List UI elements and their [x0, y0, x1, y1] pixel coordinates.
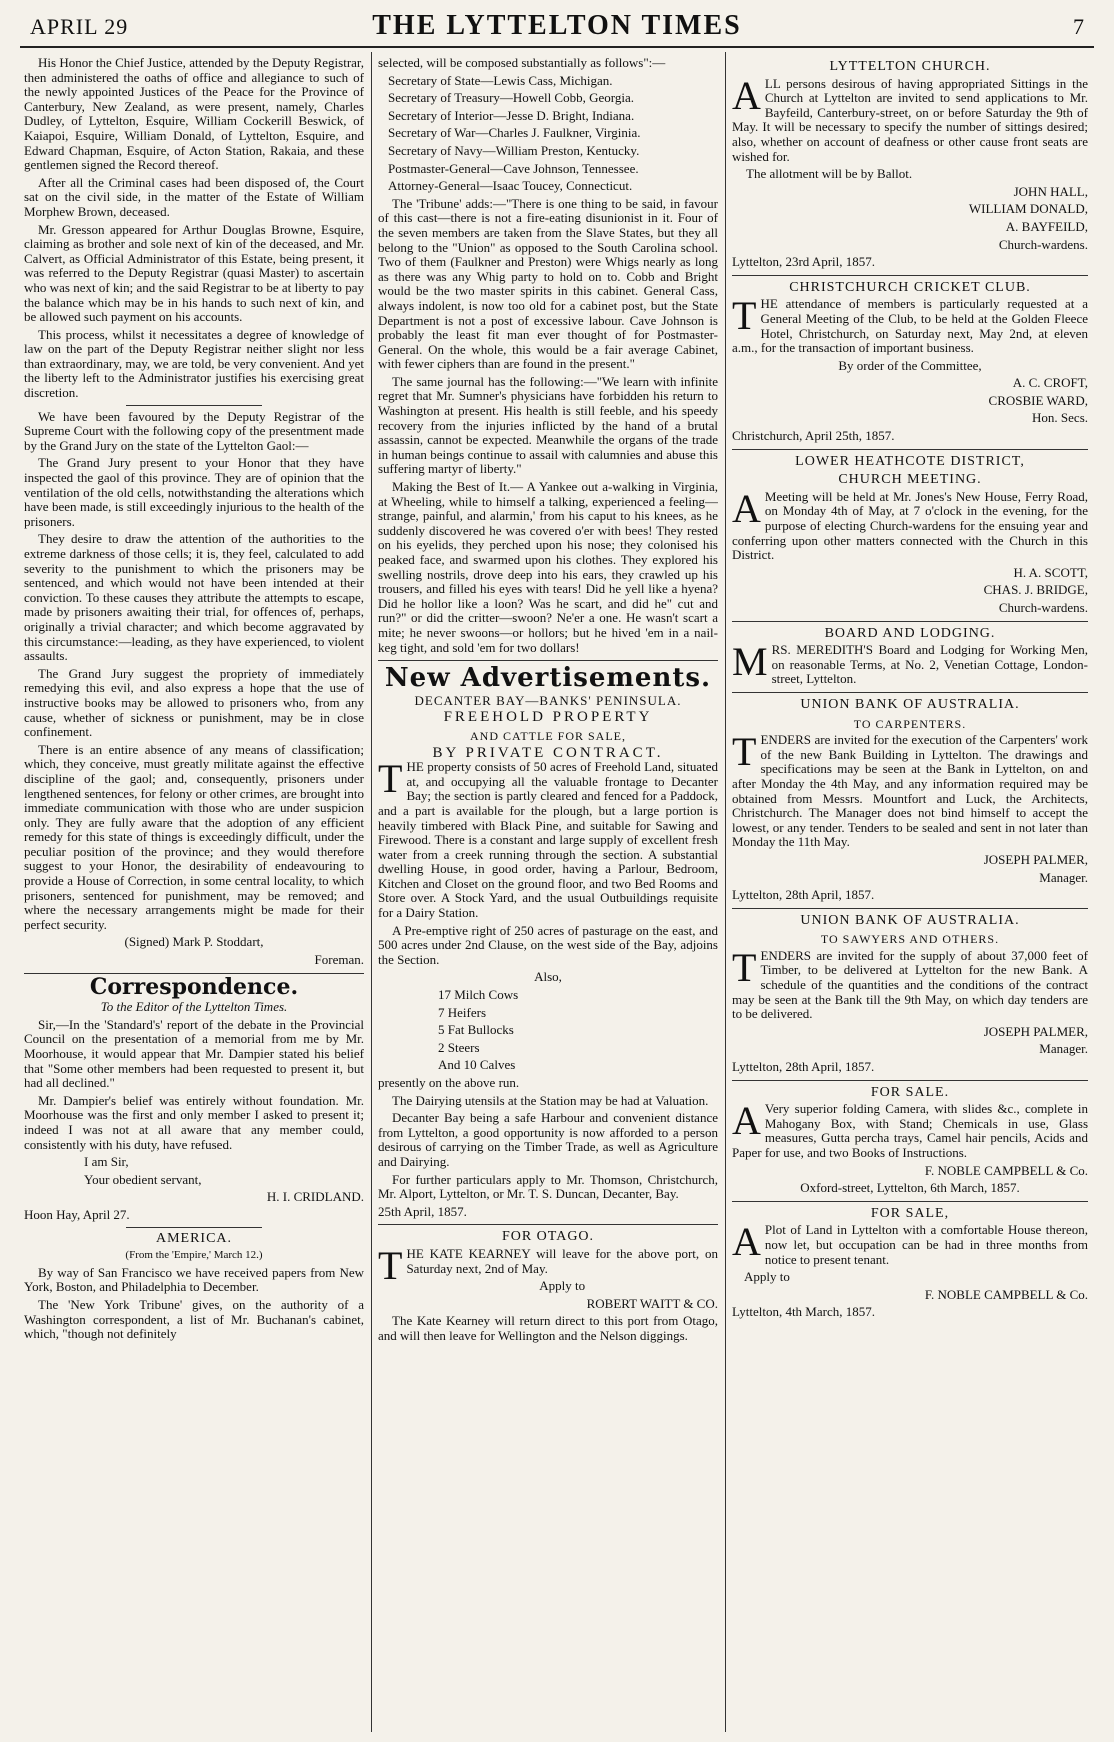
paragraph: presently on the above run. [378, 1075, 520, 1090]
paragraph: Meeting will be held at Mr. Jones's New House, Ferry Road, on Monday 4th of May, at 7 o'clock in the evening, for the purpose of electing Church-wardens for the ensuing year and conferring upon other matters connected with the Church in this District. [732, 488, 1088, 563]
ad-signatory: F. NOBLE CAMPBELL & Co. [924, 1162, 1088, 1178]
paragraph: selected, will be composed substantially as follows":— [378, 56, 666, 70]
paragraph: Sir,—In the 'Standard's' report of the debate in the Provincial Council on the presentation of a memorial from me by Mr. Moorhouse, it would appear that Mr. Dampier stated his belief that "Some other members had been requested to present it, but had all declined." [24, 1016, 364, 1091]
divider [732, 621, 1088, 622]
apply-line: Apply to [539, 1278, 586, 1294]
ad-date: Lyttelton, 23rd April, 1857. [732, 254, 875, 270]
cabinet-item: Secretary of Treasury—Howell Cobb, Georgia. [388, 90, 634, 106]
ad-signatory: JOSEPH PALMER, [983, 851, 1088, 867]
ad-agent: ROBERT WAITT & CO. [586, 1295, 718, 1311]
paragraph: Very superior folding Camera, with slides &c., complete in Mahogany Box, with Stand; Chemicals in use, Glass measures, Gutta percha trays, Camel hair pencils, Acids and Paper for use, and two Books of Instructions. [732, 1101, 1088, 1160]
drop-cap: A [732, 485, 761, 531]
cabinet-item: Attorney-General—Isaac Toucey, Connecticut. [388, 178, 633, 194]
ad-role: Church-wardens. [998, 600, 1088, 615]
paragraph: The 'Tribune' adds:—"There is one thing to be said, in favour of this cast—there is not a fire-eating disunionist in it. Four of the seven members are taken from the Slave States, but they all belong to the "Union" as opposed to the South Carolina school. Two of them (Faulkner and Preston) were Whigs nearly as long as there was any Whig party to hold on to. Cobb and Bright would be the two master spirits in this cabinet. General Cass, always indolent, is now too old for a cabinet post, but the State Department is not a post of excessive labour. Cave Johnson is probably the least fit man ever thought of for Postmaster-General. On the whole, this would be a fair average Cabinet, with fewer ciphers than are found in the present." [378, 195, 718, 372]
ad-role: Manager. [1039, 1041, 1088, 1057]
ad-date: 25th April, 1857. [378, 1203, 467, 1219]
letter-signature: H. I. CRIDLAND. [266, 1189, 364, 1205]
drop-cap: T [378, 1242, 403, 1288]
drop-cap: A [732, 1219, 761, 1265]
drop-cap: A [732, 1098, 761, 1144]
issue-date: APRIL 29 [30, 14, 129, 39]
column-rule-1 [371, 52, 372, 1732]
column-rule-2 [725, 52, 726, 1732]
drop-cap: T [732, 293, 757, 339]
paragraph: The Grand Jury present to your Honor that they have inspected the gaol of this province. They are of opinion that the ventilation of the old cells, notwithstanding the alterations which have been made, is still exceedingly injurious to the health of the prisoners. [24, 455, 364, 529]
divider [732, 692, 1088, 693]
list-heading: Also, [534, 969, 562, 985]
ad-date: Christchurch, April 25th, 1857. [732, 428, 895, 444]
ad-signatory: F. NOBLE CAMPBELL & Co. [924, 1286, 1088, 1302]
ad-heading: LOWER HEATHCOTE DISTRICT, [795, 453, 1025, 469]
ad-signatory: A. BAYFEILD, [1005, 218, 1088, 234]
ad-heading: CHURCH MEETING. [838, 472, 982, 488]
source-line: (From the 'Empire,' March 12.) [125, 1249, 263, 1262]
paragraph: Plot of Land in Lyttelton with a comfortable House thereon, now let, but occupation can be had in three months from notice to present tenant. [764, 1222, 1088, 1267]
divider [126, 1227, 262, 1228]
letter-salutation-heading: To the Editor of the Lyttelton Times. [100, 999, 288, 1015]
ad-role: Manager. [1039, 869, 1088, 885]
divider [126, 405, 262, 406]
newspaper-title: THE LYTTELTON TIMES [372, 10, 742, 41]
divider [378, 660, 718, 661]
cabinet-item: Secretary of War—Charles J. Faulkner, Virginia. [388, 125, 641, 141]
paragraph: Making the Best of It.— A Yankee out a-walking in Virginia, at Wheeling, while to himself a talking, experienced a feeling—strange, painful, and alarmin,' from his caput to his knees, as he suddenly discovered he was covered o'er with bees! They rested on his eyelids, they perched upon his nose; they colonised his peaked face, and swarmed upon his clothes. They explored his swelling nostrils, drove deep into his ears, they crawled up his trousers, and filled his eyes with tears! Did he yell like a hyena? Did he hollor like a loon? Was he scart, and did he" cut and run?" or did the critter—swoon? Ne'er a one. He wasn't scart a mite; he never swoons—or hollors; but he hived 'em in a nail-keg tight, and sold 'em for two dollars! [378, 479, 718, 655]
ad-signatory: WILLIAM DONALD, [968, 201, 1088, 217]
ad-order-line: By order of the Committee, [838, 357, 982, 373]
masthead [20, 6, 1094, 48]
paragraph: HE KATE KEARNEY will leave for the above port, on Saturday next, 2nd of May. [406, 1245, 718, 1276]
drop-cap: T [732, 944, 757, 990]
ad-heading: UNION BANK OF AUSTRALIA. [800, 912, 1020, 928]
paragraph: We have been favoured by the Deputy Registrar of the Supreme Court with the following copy of the presentment made by the Grand Jury on the state of the Lyttelton Gaol:— [24, 408, 364, 453]
paragraph: HE property consists of 50 acres of Freehold Land, situated at, and occupying all the valuable frontage to Decanter Bay; the section is partly cleared and fenced for a Paddock, and a part is available for the plough, but a large portion is heavily timbered with Black Pine, and suitable for Sawing and Firewood. There is a constant and large supply of excellent fresh water from a creek running through the section. A substantial dwelling House, in good order, having a Parlour, Bedroom, Kitchen and Closet on the ground floor, and two Bed Rooms and Store over. A Stock Yard, and the usual Outbuildings requisite for a Dairy Station. [378, 759, 718, 921]
cabinet-item: Secretary of State—Lewis Cass, Michigan. [388, 72, 613, 88]
paragraph: There is an entire absence of any means of classification; which, they conceive, must greatly militate against the effective discipline of the gaol; and, consequently, prisoners under lengthened sentences, for felony or other crimes, are brought into immediate communication with those who are under suspicion only. They are fully aware that the adoption of any efficient remedy for this state of things is exceedingly difficult, under the peculiar position of the province; and they would therefore suggest to your Honor, the desirability of endeavouring to provide a House of Correction, in some central locality, to which prisoners, sentenced for punishment, may be removed; and where the necessary arrangements might be made for their perfect security. [24, 741, 364, 932]
ad-heading: AND CATTLE FOR SALE, [469, 728, 626, 743]
paragraph: Decanter Bay being a safe Harbour and convenient distance from Lyttelton, a good opportunity is now afforded to a person desirous of carrying on the Timber Trade, as well as Agriculture and Dairying. [378, 1110, 718, 1169]
paragraph: HE attendance of members is particularly requested at a General Meeting of the Club, to be held at the Golden Fleece Hotel, Christchurch, on Saturday next, May 2nd, at eleven a.m., for the transaction of important business. [732, 296, 1088, 356]
drop-cap: T [378, 756, 403, 802]
ad-date: Lyttelton, 28th April, 1857. [732, 887, 875, 903]
paragraph: ENDERS are invited for the execution of the Carpenters' work of the new Bank Building in Lyttelton. The drawings and specifications may be seen at the Bank in Lyttelton, on and after Monday the 4th May, and any information required may be obtained from Messrs. Mountfort and Luck, the Architects, Christchurch. The Manager does not bind himself to accept the lowest, or any tender. Tenders to be sealed and sent in not later than Monday the 11th May. [732, 732, 1088, 850]
letter-place-date: Hoon Hay, April 27. [24, 1206, 130, 1222]
paragraph: Mr. Dampier's belief was entirely without foundation. Mr. Moorhouse was the first and only member I asked to present it; indeed I was not at all aware that any member could, consistently with his duty, have refused. [24, 1092, 364, 1152]
ad-signatory: CHAS. J. BRIDGE, [983, 582, 1088, 598]
ad-heading: BY PRIVATE CONTRACT. [432, 744, 664, 761]
ad-date: Lyttelton, 4th March, 1857. [732, 1304, 875, 1320]
paragraph: The Grand Jury suggest the propriety of immediately remedying this evil, and also express a hope that the use of instructive books may be allowed to prisoners who, from any cause, whether of sickness or punishment, may be in close confinement. [24, 665, 364, 740]
stock-item: And 10 Calves [438, 1057, 516, 1073]
paragraph: The Dairying utensils at the Station may be had at Valuation. [392, 1092, 709, 1108]
cabinet-item: Postmaster-General—Cave Johnson, Tennessee. [388, 160, 639, 176]
paragraph: For further particulars apply to Mr. Thomson, Christchurch, Mr. Alport, Lyttelton, or Mr. T. S. Duncan, Decanter, Bay. [378, 1171, 718, 1202]
signature-role: Foreman. [314, 952, 364, 968]
divider [732, 275, 1088, 276]
ad-heading: FOR SALE, [870, 1205, 950, 1221]
ad-heading: BOARD AND LODGING. [824, 625, 996, 641]
ad-signatory: JOHN HALL, [1013, 183, 1088, 199]
ad-role: Church-wardens. [998, 236, 1088, 252]
divider [732, 449, 1088, 450]
column-1 [24, 56, 364, 1345]
divider [732, 908, 1088, 909]
paragraph: The allotment will be by Ballot. [746, 166, 913, 182]
ad-heading: TO CARPENTERS. [853, 716, 967, 731]
stock-item: 2 Steers [438, 1039, 480, 1055]
paragraph: LL persons desirous of having appropriated Sittings in the Church at Lyttelton are invited to send applications to Mr. Bayfeild, Canterbury-street, on or before Saturday the 9th of May. It will be necessary to specify the number of sittings desired; also, whether on account of deafness or other cause front seats are wished for. [732, 75, 1088, 164]
column-3 [732, 56, 1088, 1323]
drop-cap: M [732, 639, 768, 685]
page-number: 7 [1073, 14, 1084, 39]
ad-heading: DECANTER BAY—BANKS' PENINSULA. [414, 692, 682, 708]
ad-heading: FOR SALE. [870, 1084, 950, 1100]
drop-cap: A [732, 72, 761, 118]
paragraph: The same journal has the following:—"We learn with infinite regret that Mr. Sumner's physicians have forbidden his return to Washington at present. His health is still feeble, and his speedy recovery from the injuries inflicted by the hand of a brutal assassin, cannot be expected. Meanwhile the organs of the trade in human beings continue to assail with calumnies and abuse this suffering martyr of liberty." [378, 373, 718, 477]
letter-closing: Your obedient servant, [84, 1171, 202, 1187]
ad-heading: UNION BANK OF AUSTRALIA. [800, 696, 1020, 712]
section-heading-america: AMERICA. [155, 1230, 233, 1246]
paragraph: The 'New York Tribune' gives, on the authority of a Washington correspondent, a list of Mr. Buchanan's cabinet, which, "though not definitely [24, 1296, 364, 1342]
column-2 [378, 56, 718, 1347]
apply-line: Apply to [744, 1269, 790, 1285]
paragraph: This process, whilst it necessitates a degree of knowledge of law on the part of the Deputy Registrar neither slight nor less than extraordinary, may, we are told, be very convenient. And yet the liberty left to the Administrator justifies his exercising great discretion. [24, 326, 364, 401]
ad-role: Hon. Secs. [1032, 410, 1088, 426]
drop-cap: T [732, 729, 757, 775]
paragraph: RS. MEREDITH'S Board and Lodging for Working Men, on reasonable Terms, at No. 2, Venetian Cottage, London-street, Lyttelton. [771, 642, 1088, 687]
ad-date: Oxford-street, Lyttelton, 6th March, 1857. [800, 1180, 1020, 1196]
ad-heading: CHRISTCHURCH CRICKET CLUB. [789, 279, 1031, 295]
cabinet-item: Secretary of Interior—Jesse D. Bright, Indiana. [388, 107, 635, 123]
ad-date: Lyttelton, 28th April, 1857. [732, 1059, 875, 1075]
section-heading-correspondence: Correspondence. [89, 973, 299, 1000]
divider [378, 1224, 718, 1225]
paragraph: A Pre-emptive right of 250 acres of pasturage on the east, and 500 acres under 2nd Clause, on the west side of the Bay, adjoins the Section. [378, 922, 718, 967]
ad-heading: FOR OTAGO. [501, 1229, 595, 1245]
ad-heading: LYTTELTON CHURCH. [829, 59, 991, 74]
ad-heading: FREEHOLD PROPERTY [443, 709, 653, 726]
divider [732, 1080, 1088, 1081]
paragraph: ENDERS are invited for the supply of about 37,000 feet of Timber, to be delivered at Lyttelton for the new Bank. A schedule of the quantities and the conditions of the contract may be seen at the Bank till the 9th May, on which day tenders are to be delivered. [732, 947, 1088, 1022]
stock-item: 5 Fat Bullocks [438, 1022, 514, 1038]
paragraph: The Kate Kearney will return direct to this port from Otago, and will then leave for Wellington and the Nelson diggings. [378, 1313, 718, 1343]
divider [732, 1201, 1088, 1202]
ad-signatory: H. A. SCOTT, [1013, 564, 1088, 580]
paragraph: By way of San Francisco we have received papers from New York, Boston, and Philadelphia to December. [24, 1264, 364, 1295]
paragraph: His Honor the Chief Justice, attended by the Deputy Registrar, then administered the oaths of office and allegiance to such of the newly appointed Justices of the Peace for the Province of Canterbury, New Zealand, as were present, namely, Charles Dudley, of Lyttelton, Esquire, William Cockerill Beswick, of Kaiapoi, Esquire, William Donald, of Lyttelton, Esquire, and Edward Chapman, Esquire, of Acton Station, Rakaia, and these gentlemen signed the Record thereof. [24, 56, 364, 173]
paragraph: Mr. Gresson appeared for Arthur Douglas Browne, Esquire, claiming as brother and sole next of kin of the deceased, and Mr. Calvert, as Official Administrator of this Estate, being present, it was referred to the Deputy Registrar (quasi Master) to ascertain who was next of kin; and the said Registrar to be at liberty to pay the balance which may be in his hands to such next of kin, and be allowed such payment on his accounts. [24, 221, 364, 325]
ad-signatory: CROSBIE WARD, [988, 392, 1088, 408]
paragraph: After all the Criminal cases had been disposed of, the Court sat on the civil side, in the matter of the Estate of William Morphew Brown, deceased. [24, 174, 364, 219]
paragraph: They desire to draw the attention of the authorities to the extreme darkness of those cells; it is, they feel, calculated to add severity to the punishment to which the prisoners may be sentenced, and which would not have been intended at their conviction. To these causes they attribute the attempts to escape, made by prisoners awaiting their trial, for offences of, perhaps, originally a trivial character; and which become aggravated by this circumstance:—leading, as they have experienced, to violent assaults. [24, 531, 364, 664]
ad-signatory: A. C. CROFT, [1012, 375, 1088, 391]
cabinet-item: Secretary of Navy—William Preston, Kentucky. [388, 142, 640, 158]
ad-signatory: JOSEPH PALMER, [983, 1023, 1088, 1039]
section-heading-new-advertisements: New Advertisements. [384, 663, 712, 694]
signature-line: (Signed) Mark P. Stoddart, [124, 934, 264, 950]
letter-closing: I am Sir, [84, 1154, 129, 1170]
stock-item: 7 Heifers [438, 1004, 487, 1020]
stock-item: 17 Milch Cows [438, 987, 519, 1003]
ad-heading: TO SAWYERS AND OTHERS. [820, 932, 1000, 947]
